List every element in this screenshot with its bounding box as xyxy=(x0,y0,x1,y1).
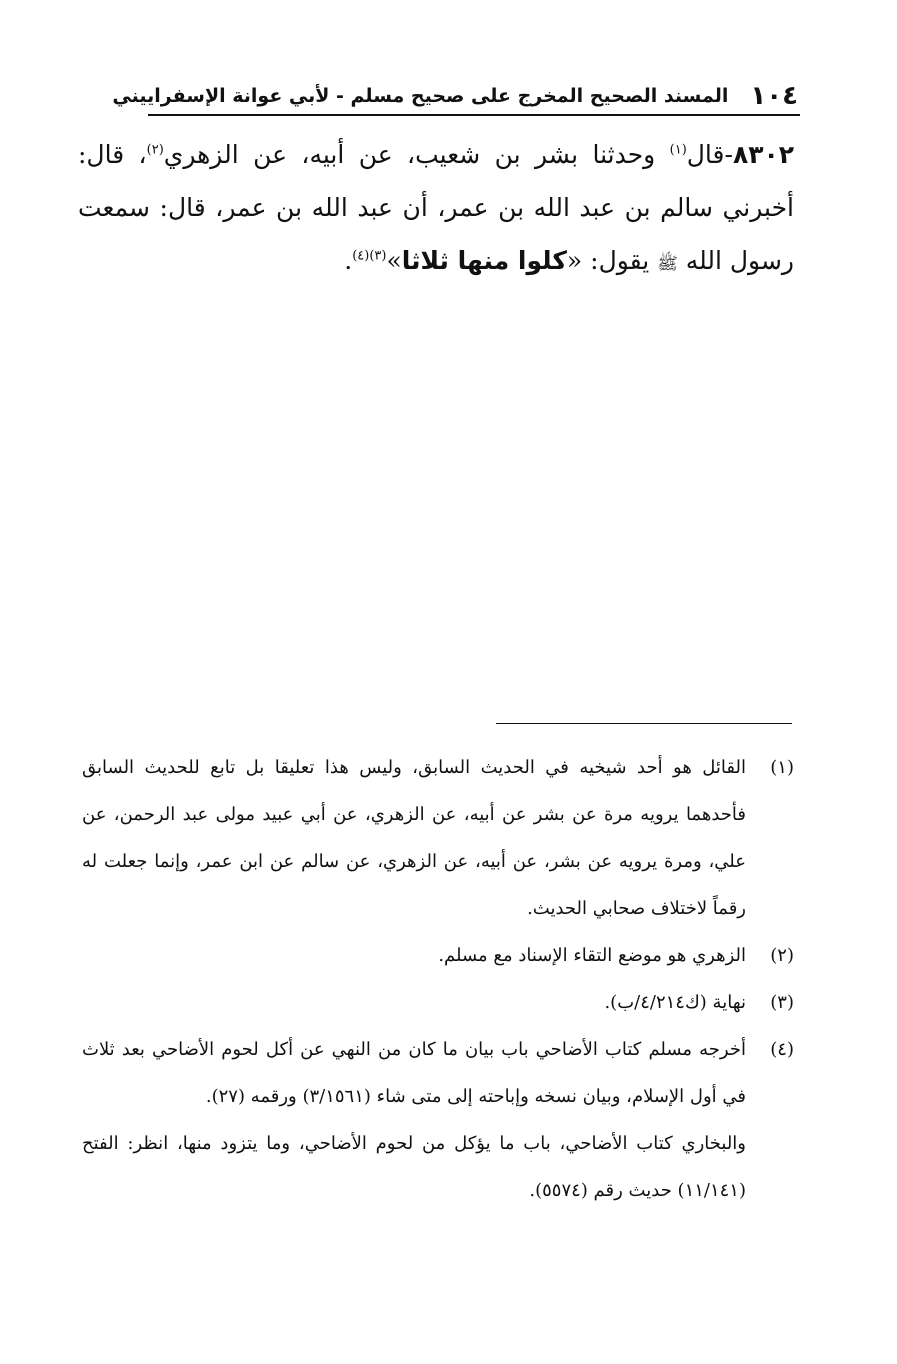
footnote-number: (١) xyxy=(770,757,794,778)
hadith-text-part-4: يقول: « xyxy=(566,246,658,275)
footnote xyxy=(82,1026,794,1120)
footnote-separator xyxy=(496,723,792,724)
hadith-text-part-1: -قال xyxy=(686,140,733,169)
hadith-text-part-2: وحدثنا بشر بن شعيب، عن أبيه، عن الزهري xyxy=(163,140,670,169)
prophetic-quote: كلوا منها ثلاثا xyxy=(401,246,567,275)
footnote-number: (٢) xyxy=(770,945,794,966)
page-number: ١٠٤ xyxy=(750,81,798,111)
hadith-text-part-3: ، قال: أخبرني سالم بن عبد الله بن عمر، أن عبد الله بن عمر، قال: سمعت رسول الله xyxy=(78,140,794,275)
header-rule xyxy=(148,114,800,116)
salutation-ligature: ﷺ xyxy=(657,254,678,274)
footnote-ref-1: (١) xyxy=(669,142,687,158)
footnote-text: الزهري هو موضع التقاء الإسناد مع مسلم. xyxy=(438,945,746,966)
hadith-text xyxy=(78,128,794,291)
hadith-end-mark: . xyxy=(344,246,353,275)
footnote-number: (٤) xyxy=(770,1039,794,1060)
footnote xyxy=(82,932,794,979)
book-title: المسند الصحيح المخرج على صحيح مسلم - لأبي عوانة الإسفراييني xyxy=(112,85,729,107)
hadith-text-part-5: » xyxy=(386,246,402,275)
footnote-ref-2: (٢) xyxy=(146,142,164,158)
hadith-number: ٨٣٠٢ xyxy=(732,140,794,169)
footnote-text: القائل هو أحد شيخيه في الحديث السابق، وليس هذا تعليقا بل تابع للحديث السابق فأحدهما يرويه مرة عن بشر عن أبيه، عن الزهري، عن أبي عبيد مولى عبد الرحمن، عن علي، ومرة يرويه عن بشر، عن أبيه، عن الزهري، عن سالم عن ابن عمر، وإنما جعلت له رقماً لاختلاف صحابي الحديث. xyxy=(82,757,746,919)
footnote-continuation: والبخاري كتاب الأضاحي، باب ما يؤكل من لحوم الأضاحي، وما يتزود منها، انظر: الفتح (١١/١٤١) حديث رقم (٥٥٧٤). xyxy=(82,1133,746,1201)
footnote-ref-3: (٣) xyxy=(369,248,387,264)
footnotes xyxy=(82,744,794,1214)
footnote-number: (٣) xyxy=(770,992,794,1013)
running-header xyxy=(112,74,798,114)
footnote-text: نهاية (ك٤/٢١٤/ب). xyxy=(604,992,746,1013)
footnote xyxy=(82,979,794,1026)
footnote xyxy=(82,744,794,932)
footnote-ref-4: (٤) xyxy=(352,248,370,264)
footnote-text: أخرجه مسلم كتاب الأضاحي باب بيان ما كان من النهي عن أكل لحوم الأضاحي بعد ثلاث في أول الإسلام، وبيان نسخه وإباحته إلى متى شاء (٣/١٥٦١) ورقمه (٢٧). xyxy=(82,1039,746,1107)
